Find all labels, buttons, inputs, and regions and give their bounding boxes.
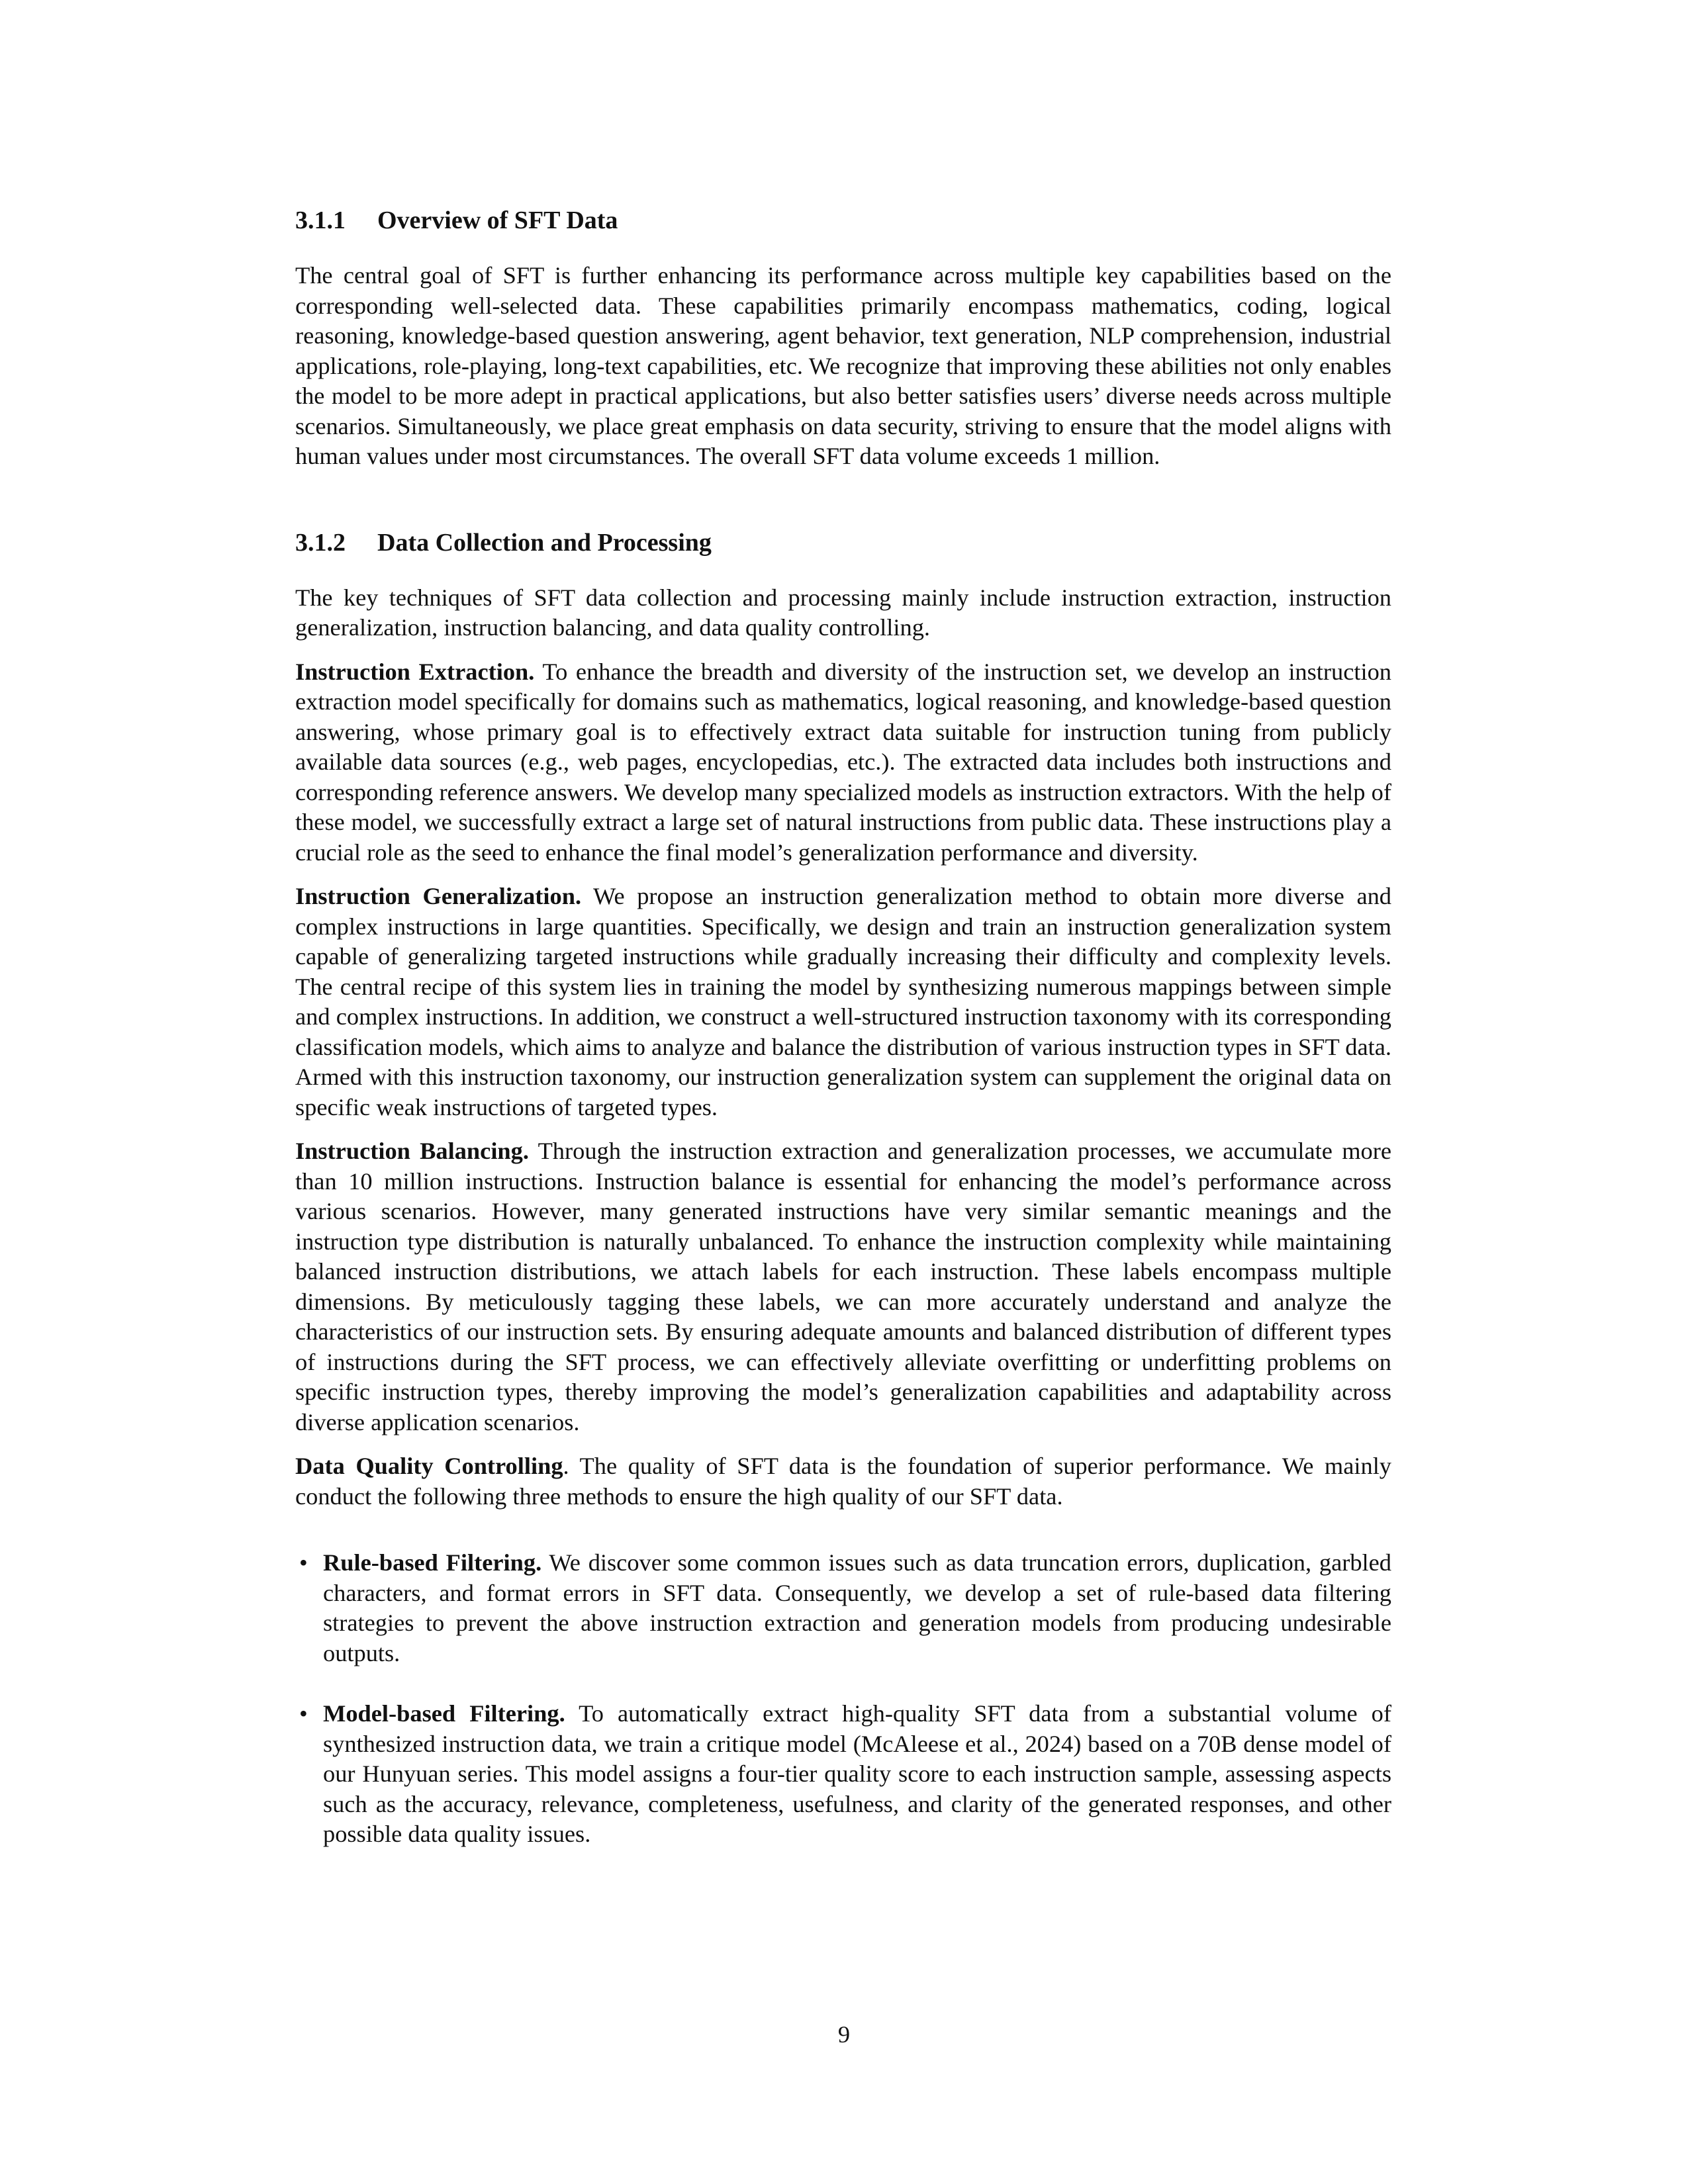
filtering-methods-list: [295, 1548, 1391, 1850]
paragraph-text: . The quality of SFT data is the foundation of superior performance. We mainly conduct the following three methods to ensure the high quality of our SFT data.: [295, 1453, 1392, 1510]
list-item: [295, 1548, 1391, 1668]
paragraph-text: To enhance the breadth and diversity of the instruction set, we develop an instruction extraction model specifically for domains such as mathematics, logical reasoning, and knowledge-based question answering, whose primary goal is to effectively extract data suitable for instruction tuning from publicly available data sources (e.g., web pages, encyclopedias, etc.). The extracted data includes both instructions and corresponding reference answers. We develop many specialized models as instruction extractors. With the help of these model, we successfully extract a large set of natural instructions from public data. These instructions play a crucial role as the seed to enhance the final model’s generalization performance and diversity.: [295, 658, 1391, 866]
list-item-lead: Model-based Filtering.: [323, 1700, 565, 1727]
paragraph-text: We propose an instruction generalization method to obtain more diverse and complex instructions in large quantities. Specifically, we design and train an instruction generalization system capable of generalizing targeted instructions while gradually increasing their difficulty and complexity levels. The central recipe of this system lies in training the model by synthesizing numerous mappings between simple and complex instructions. In addition, we construct a well-structured instruction taxonomy with its corresponding classification models, which aims to analyze and balance the distribution of various instruction types in SFT data. Armed with this instruction taxonomy, our instruction generalization system can supplement the original data on specific weak instructions of targeted types.: [295, 883, 1391, 1120]
paragraph-lead: Instruction Balancing.: [295, 1138, 529, 1164]
instruction-balancing-paragraph: [295, 1136, 1391, 1437]
section-title: Overview of SFT Data: [377, 206, 618, 234]
instruction-generalization-paragraph: [295, 882, 1391, 1122]
section-title: Data Collection and Processing: [377, 528, 712, 557]
bullet-icon: •: [299, 1700, 308, 1727]
list-item-lead: Rule-based Filtering.: [323, 1549, 542, 1576]
list-item-text: To automatically extract high-quality SFT data from a substantial volume of synthesized instruction data, we train a critique model (McAleese et al., 2024) based on a 70B dense model of our Hunyuan series. This model assigns a four-tier quality score to each instruction sample, assessing aspects such as the accuracy, relevance, completeness, usefulness, and clarity of the generated responses, and other possible data quality issues.: [323, 1700, 1391, 1847]
instruction-extraction-paragraph: [295, 657, 1391, 868]
paragraph-lead: Instruction Extraction.: [295, 658, 535, 685]
intro-paragraph: The key techniques of SFT data collection and processing mainly include instruction extraction, instruction generalization, instruction balancing, and data quality controlling.: [295, 584, 1391, 641]
paragraph-lead: Instruction Generalization.: [295, 883, 582, 909]
section-heading: [295, 205, 1391, 236]
paragraph-text: Through the instruction extraction and generalization processes, we accumulate more than 10 million instructions. Instruction balance is essential for enhancing the model’s performance across various scenarios. However, many generated instructions have very similar semantic meanings and the instruction type distribution is naturally unbalanced. To enhance the instruction complexity while maintaining balanced instruction distributions, we attach labels for each instruction. These labels encompass multiple dimensions. By meticulously tagging these labels, we can more accurately understand and analyze the characteristics of our instruction sets. By ensuring adequate amounts and balanced distribution of different types of instructions during the SFT process, we can effectively alleviate overfitting or underfitting problems on specific instruction types, thereby improving the model’s generalization capabilities and adaptability across diverse application scenarios.: [295, 1138, 1391, 1435]
overview-paragraph: The central goal of SFT is further enhancing its performance across multiple key capabilities based on the corresponding well-selected data. These capabilities primarily encompass mathematics, coding, logical reasoning, knowledge-based question answering, agent behavior, text generation, NLP comprehension, industrial applications, role-playing, long-text capabilities, etc. We recognize that improving these abilities not only enables the model to be more adept in practical applications, but also better satisfies users’ diverse needs across multiple scenarios. Simultaneously, we place great emphasis on data security, striving to ensure that the model aligns with human values under most circumstances. The overall SFT data volume exceeds 1 million.: [295, 262, 1391, 469]
section-number: 3.1.2: [295, 528, 346, 557]
section-number: 3.1.1: [295, 206, 346, 234]
bullet-icon: •: [299, 1549, 308, 1576]
data-quality-paragraph: [295, 1451, 1391, 1512]
list-item: [295, 1699, 1391, 1850]
page-number: 9: [837, 2021, 851, 2048]
paragraph-lead: Data Quality Controlling: [295, 1453, 563, 1479]
section-heading: [295, 527, 1391, 558]
page-content: [295, 199, 1391, 1850]
list-item-text: We discover some common issues such as data truncation errors, duplication, garbled characters, and format errors in SFT data. Consequently, we develop a set of rule-based data filtering strategies to prevent the above instruction extraction and generation models from producing undesirable outputs.: [323, 1549, 1391, 1666]
